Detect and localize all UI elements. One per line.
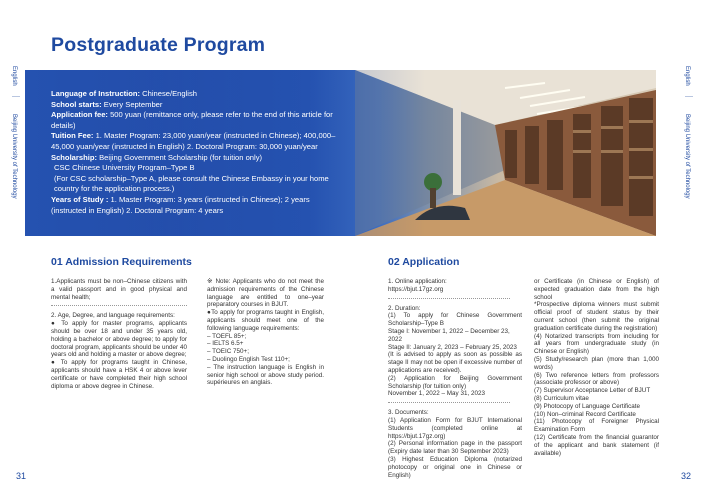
side-label-language: English	[11, 66, 17, 86]
document-item: (9) Photocopy of Language Certificate	[534, 402, 641, 410]
section-title-admission: 01 Admission Requirements	[51, 256, 192, 268]
documents-title: 3. Documents:	[388, 409, 429, 417]
side-label-left	[11, 66, 23, 216]
side-label-language: English	[684, 66, 690, 86]
language-requirement: – Duolingo English Test 110+;	[207, 355, 290, 363]
application-column-2	[534, 278, 659, 457]
scholarship-row: Scholarship: Beijing Government Scholarship (for tuition only)	[51, 152, 263, 162]
language-requirement: – IELTS 6.5+	[207, 340, 244, 348]
admission-column-1	[51, 278, 187, 390]
application-column-1	[388, 278, 522, 479]
side-divider	[12, 96, 20, 97]
document-item: (5) Study/research plan (more than 1,000 words)	[534, 355, 659, 371]
dotted-divider	[51, 305, 187, 306]
scholarship-note: (For CSC scholarship–Type A, please consult the Chinese Embassy in your home country for the application process.)	[54, 173, 329, 194]
duration-title: 2. Duration:	[388, 304, 421, 312]
years-row: Years of Study : 1. Master Program: 3 years (instructed in Chinese); 2 years (instructed in English) 2. Doctoral Program: 4 years	[51, 194, 310, 215]
duration-stage: Stage II: January 2, 2023 – February 25, 2023	[388, 343, 517, 351]
language-requirement: – The instruction language is English in senior high school or above study period. supérieures en anglais.	[207, 363, 324, 387]
document-item: (2) Personal information page in the passport (Expiry date later than 30 September 2023)	[388, 440, 522, 456]
requirement-bullet: ●To apply for programs taught in English, applicants should meet one of the following language requirements:	[207, 309, 324, 332]
document-item: (10) Non–criminal Record Certificate	[534, 410, 636, 418]
dotted-divider	[388, 402, 510, 403]
side-label-university: Beijing University of Technology	[684, 114, 690, 199]
application-fee-row: Application fee: 500 yuan (remittance only, please refer to the end of this article for details)	[51, 110, 333, 130]
info-banner	[25, 70, 656, 236]
online-url: https://bjut.17gz.org	[388, 285, 444, 293]
requirement-note: ※ Note: Applicants who do not meet the admission requirements of the Chinese language are entitled to one–year preparatory courses in BJUT.	[207, 278, 324, 309]
document-note: *Prospective diploma winners must submit official proof of student status by their current school (then submit the original graduation certificate during the registration)	[534, 301, 659, 332]
document-item: (11) Photocopy of Foreigner Physical Examination Form	[534, 418, 659, 434]
scholarship-line: CSC Chinese University Program–Type B	[54, 163, 195, 173]
side-label-right	[684, 66, 696, 216]
online-title: 1. Online application:	[388, 278, 447, 285]
school-starts-row: School starts: Every September	[51, 99, 163, 109]
document-item: (7) Supervisor Acceptance Letter of BJUT	[534, 387, 651, 395]
language-requirement: – TOEFL 85+;	[207, 332, 247, 340]
duration-item: (1) To apply for Chinese Government Scholarship–Type B	[388, 312, 522, 328]
language-requirement: – TOEIC 750+;	[207, 348, 249, 356]
document-item: or Certificate (in Chinese or English) of expected graduation date from the high school	[534, 278, 659, 301]
duration-stage: Stage I: November 1, 2022 – December 23, 2022	[388, 327, 510, 343]
requirement-bullet: ● To apply for programs taught in Chinese, applicants should have a HSK 4 or above lever certificate or have completed their high school diploma or above degree in Chinese.	[51, 359, 187, 390]
requirement-item: 2. Age, Degree, and language requirements:	[51, 312, 175, 320]
document-item: (8) Curriculum vitae	[534, 394, 589, 402]
document-item: (6) Two reference letters from professors (associate professor or above)	[534, 371, 659, 387]
page-number-right: 32	[681, 471, 692, 481]
dotted-divider	[388, 298, 510, 299]
banner-text	[51, 89, 341, 216]
side-label-university: Beijing University of Technology	[11, 114, 17, 199]
document-item: (12) Certificate from the financial guarantor of the applicant and bank statement (if available)	[534, 433, 659, 457]
requirement-bullet: ● To apply for master programs, applicants should be over 18 and under 35 years old, holding a bachelor or above degree; to apply for doctoral program, applicants should be under 40 years old and holding a master or above degree;	[51, 320, 187, 359]
duration-dates: November 1, 2022 – May 31, 2023	[388, 390, 485, 398]
page-number-left: 31	[16, 471, 27, 481]
page-title: Postgraduate Program	[51, 34, 266, 56]
language-row: Language of Instruction: Chinese/English	[51, 89, 198, 98]
admission-column-2	[207, 278, 324, 387]
requirement-item: 1.Applicants must be non–Chinese citizens with a valid passport and in good physical and mental health;	[51, 278, 187, 301]
section-title-application: 02 Application	[388, 256, 460, 268]
document-item: (4) Notarized transcripts from including for all years from undergraduate study (in Chinese or English)	[534, 332, 659, 356]
document-item: (1) Application Form for BJUT International Students (completed online at https://bjut.17gz.org)	[388, 416, 522, 440]
document-item: (3) Highest Education Diploma (notarized photocopy or original one in Chinese or English)	[388, 455, 522, 479]
duration-item: (2) Application for Beijing Government Scholarship (for tuition only)	[388, 374, 522, 390]
tuition-row: Tuition Fee: 1. Master Program: 23,000 yuan/year (instructed in Chinese); 400,000–45,000 yuan/year (instructed in English) 2. Doctoral Program: 30,000 yuan/year	[51, 131, 336, 151]
duration-note: (It is advised to apply as soon as possible as stage II may not be open if excessive number of applications are received).	[388, 351, 522, 374]
side-divider	[685, 96, 693, 97]
